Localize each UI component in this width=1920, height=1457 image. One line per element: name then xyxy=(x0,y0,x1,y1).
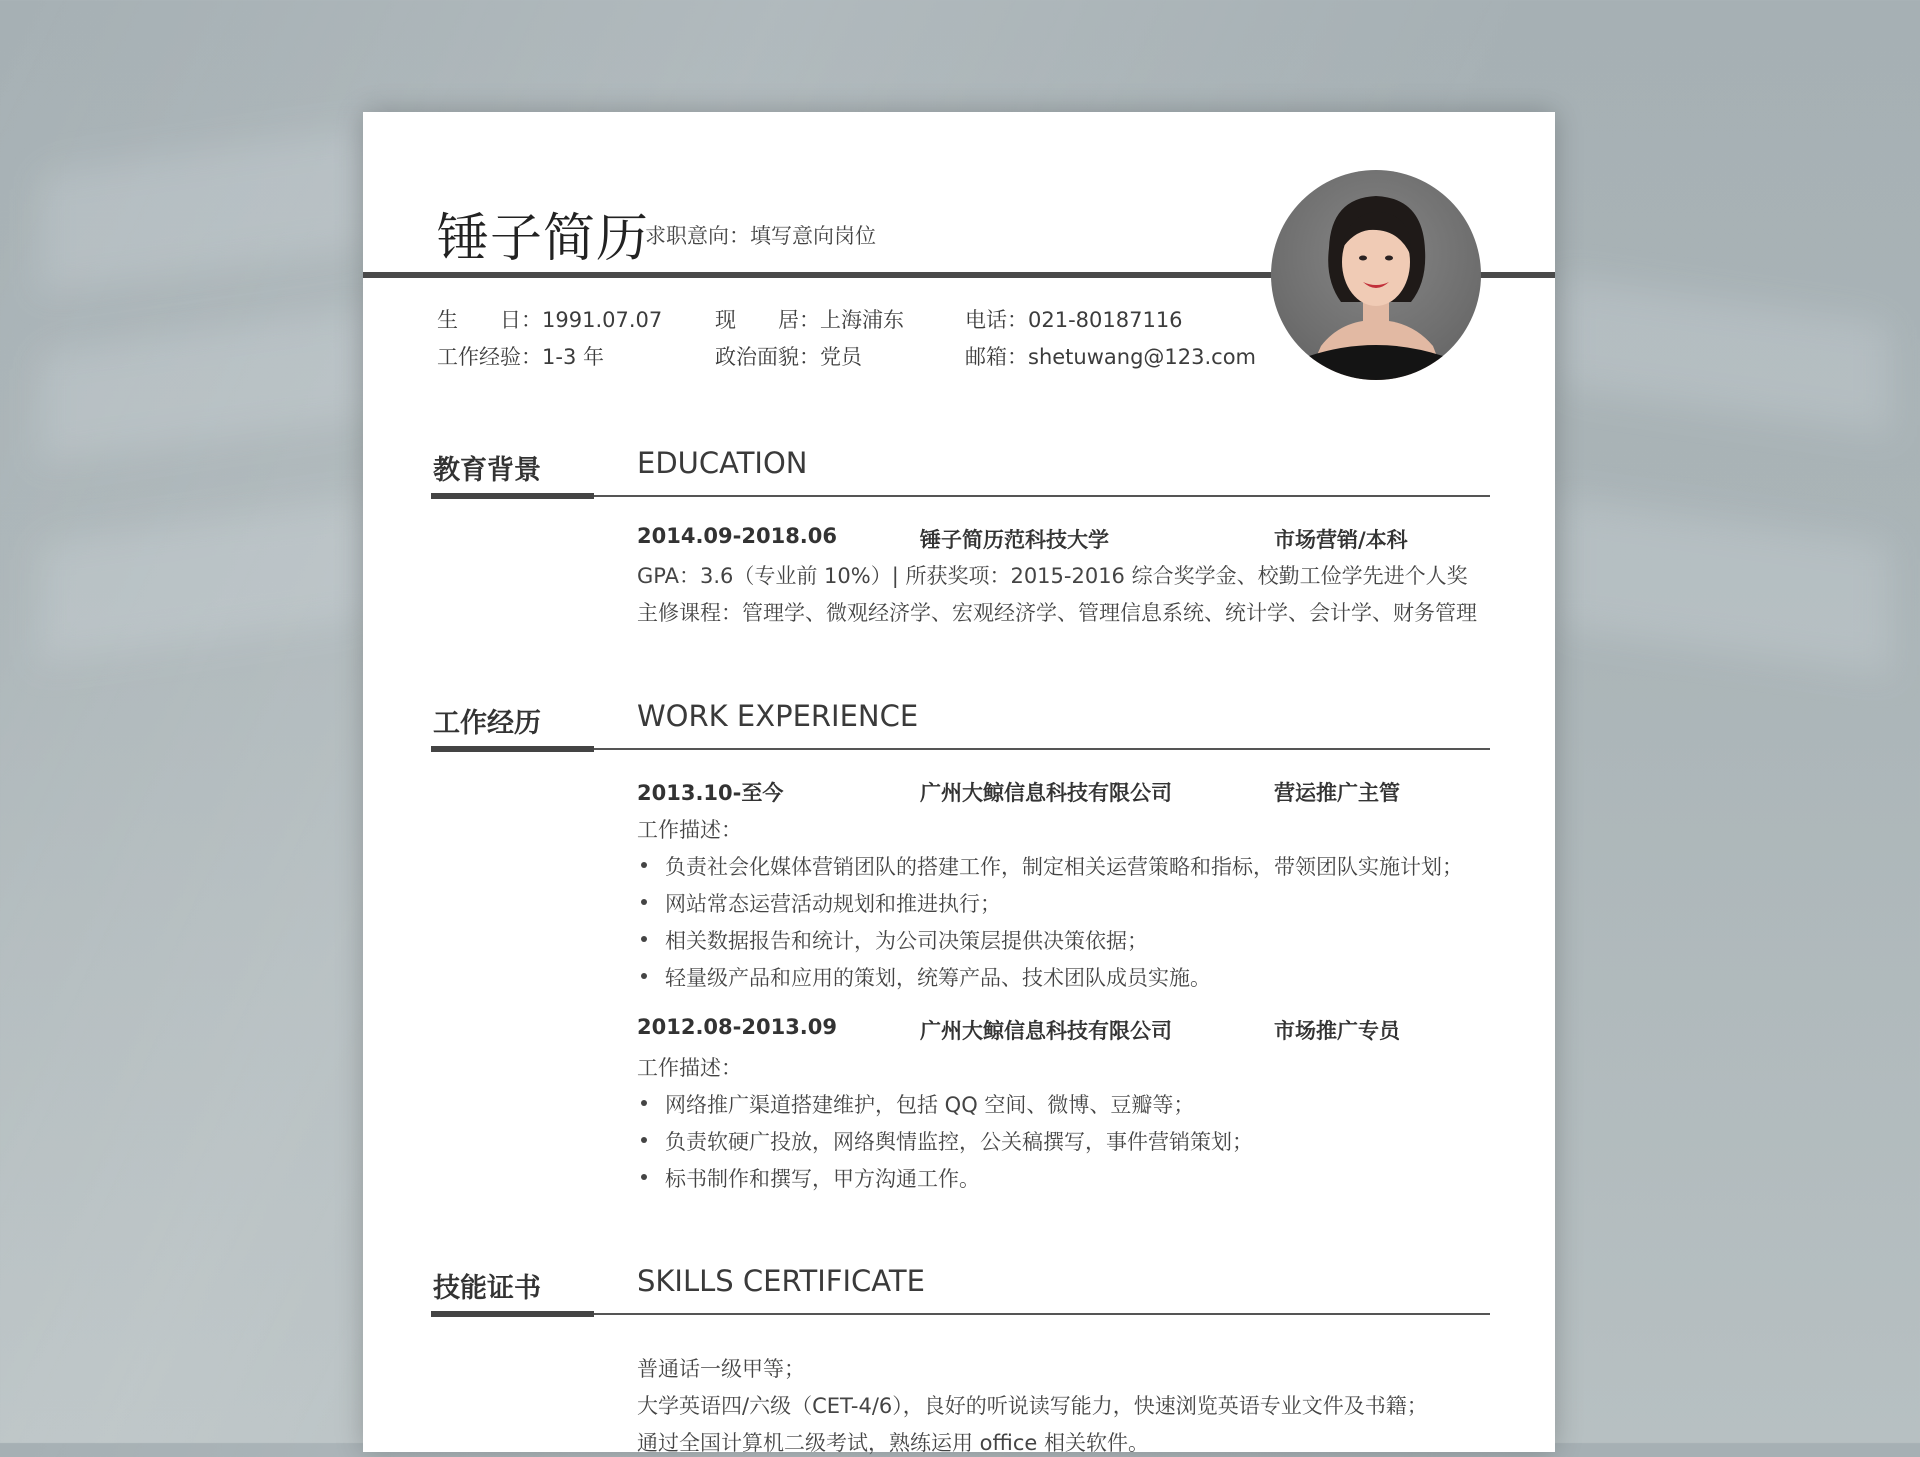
job-role: 市场推广专员 xyxy=(1274,1019,1400,1043)
skill-line: 大学英语四/六级（CET-4/6），良好的听说读写能力，快速浏览英语专业文件及书籍； xyxy=(637,1394,1428,1418)
job-desc-label: 工作描述： xyxy=(637,1056,742,1080)
education-school: 锤子简历范科技大学 xyxy=(920,528,1109,552)
birthday-info: 生 日：1991.07.07 xyxy=(437,308,663,332)
job-bullet: 网站常态运营活动规划和推进执行； xyxy=(665,888,1001,918)
skills-title-cn: 技能证书 xyxy=(433,1273,541,1304)
education-gpa: GPA：3.6（专业前 10%）| 所获奖项：2015-2016 综合奖学金、校勤工俭学先进个人奖 xyxy=(637,564,1468,588)
phone-info: 电话：021-80187116 xyxy=(965,308,1183,332)
residence-info: 现 居：上海浦东 xyxy=(715,308,904,332)
job-period: 2012.08-2013.09 xyxy=(637,1015,838,1039)
education-title-en: EDUCATION xyxy=(637,446,808,480)
work-title-cn: 工作经历 xyxy=(433,708,541,739)
job-bullet: 标书制作和撰写，甲方沟通工作。 xyxy=(665,1163,980,1193)
job-company: 广州大鲸信息科技有限公司 xyxy=(920,1019,1172,1043)
background-light-stripe xyxy=(40,307,370,463)
experience-info: 工作经验：1-3 年 xyxy=(437,345,604,369)
job-intent: 求职意向：填写意向岗位 xyxy=(645,224,876,248)
job-bullet: 相关数据报告和统计，为公司决策层提供决策依据； xyxy=(665,925,1148,955)
skill-line: 普通话一级甲等； xyxy=(637,1357,805,1381)
resume-name: 锤子简历 xyxy=(437,209,650,269)
job-company: 广州大鲸信息科技有限公司 xyxy=(920,781,1172,805)
background-light-stripe xyxy=(1560,277,1890,433)
skills-rule-accent xyxy=(431,1311,594,1317)
politics-info: 政治面貌：党员 xyxy=(715,345,862,369)
education-title-cn: 教育背景 xyxy=(433,455,541,486)
profile-photo xyxy=(1271,170,1481,380)
job-role: 营运推广主管 xyxy=(1274,781,1400,805)
job-bullet: 负责社会化媒体营销团队的搭建工作，制定相关运营策略和指标，带领团队实施计划； xyxy=(665,851,1463,881)
work-rule-accent xyxy=(431,746,594,752)
skill-line: 通过全国计算机二级考试，熟练运用 office 相关软件。 xyxy=(637,1431,1149,1455)
work-title-en: WORK EXPERIENCE xyxy=(637,699,919,733)
job-bullet: 轻量级产品和应用的策划，统筹产品、技术团队成员实施。 xyxy=(665,962,1211,992)
education-major: 市场营销/本科 xyxy=(1274,528,1408,552)
job-bullet: 负责软硬广投放，网络舆情监控，公关稿撰写，事件营销策划； xyxy=(665,1126,1253,1156)
portrait-illustration xyxy=(1271,170,1481,380)
skills-title-en: SKILLS CERTIFICATE xyxy=(637,1264,925,1298)
education-courses: 主修课程：管理学、微观经济学、宏观经济学、管理信息系统、统计学、会计学、财务管理 xyxy=(637,601,1477,625)
job-bullet: 网络推广渠道搭建维护，包括 QQ 空间、微博、豆瓣等； xyxy=(665,1089,1194,1119)
job-period: 2013.10-至今 xyxy=(637,781,784,805)
email-info: 邮箱：shetuwang@123.com xyxy=(965,345,1257,369)
job-desc-label: 工作描述： xyxy=(637,818,742,842)
background-light-stripe xyxy=(40,497,370,663)
education-rule-accent xyxy=(431,493,594,499)
background-light-stripe xyxy=(1560,497,1890,673)
education-period: 2014.09-2018.06 xyxy=(637,524,838,548)
resume-page xyxy=(363,112,1555,1455)
background-light-stripe xyxy=(40,127,370,293)
